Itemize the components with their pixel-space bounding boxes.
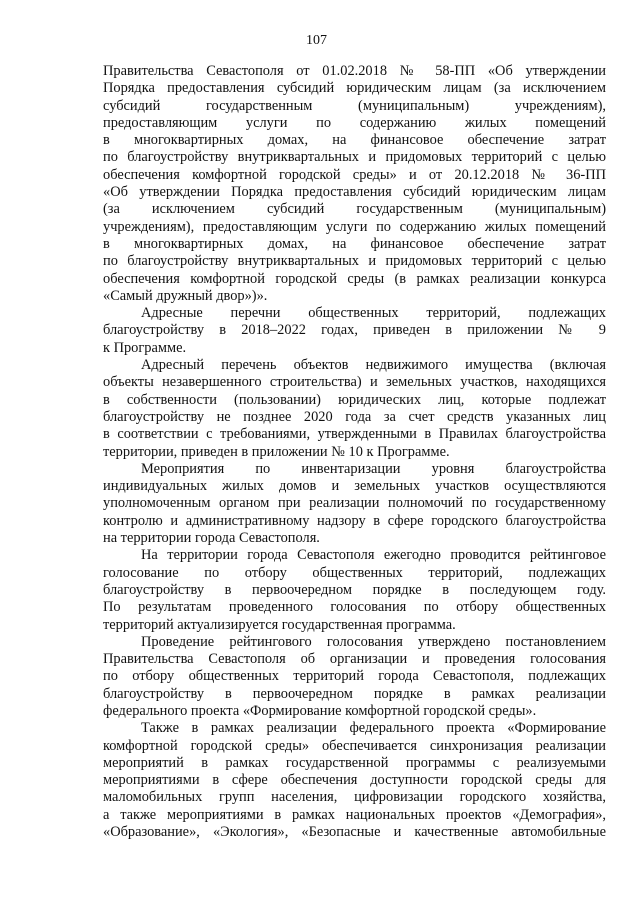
text-line: благоустройству в 2018–2022 годах, приведен в приложении № 9	[103, 322, 606, 339]
text-line: благоустройству в первоочередном порядке в последующем году.	[103, 581, 606, 598]
text-line: По результатам проведенного голосования по отбору общественных	[103, 599, 606, 616]
text-line: индивидуальных жилых домов и земельных участков осуществляются	[103, 478, 606, 495]
text-line: мероприятий в рамках государственной программы с реализуемыми	[103, 754, 606, 771]
text-line: обеспечения комфортной городской среды (в рамках реализации конкурса	[103, 270, 606, 287]
text-line: Адресные перечни общественных территорий, подлежащих	[141, 305, 606, 322]
text-line: Мероприятия по инвентаризации уровня благоустройства	[141, 460, 606, 477]
text-line: Правительства Севастополя об организации и проведения голосования	[103, 651, 606, 668]
text-line: территории, приведен в приложении № 10 к Программе.	[103, 443, 450, 460]
text-line: благоустройству в первоочередном порядке в рамках реализации	[103, 685, 606, 702]
text-line: Порядка предоставления субсидий юридическим лицам (за исключением	[103, 80, 606, 97]
text-line: мероприятиями в сфере обеспечения доступности городской среды для	[103, 772, 606, 789]
text-line: Адресный перечень объектов недвижимого имущества (включая	[141, 357, 606, 374]
text-line: субсидий государственным (муниципальным) учреждениям),	[103, 97, 606, 114]
text-line: контролю и административному надзору в сфере городского благоустройства	[103, 512, 606, 529]
text-line: благоустройству не позднее 2020 года за счет средств указанных лиц	[103, 408, 606, 425]
text-line: На территории города Севастополя ежегодно проводится рейтинговое	[141, 547, 606, 564]
text-line: на территории города Севастополя.	[103, 530, 320, 547]
text-line: объекты незавершенного строительства) и земельных участков, находящихся	[103, 374, 606, 391]
text-line: в соответствии с требованиями, утвержденными в Правилах благоустройства	[103, 426, 606, 443]
text-line: уполномоченным органом при реализации полномочий по государственному	[103, 495, 606, 512]
text-line: по отбору общественных территорий города Севастополя, подлежащих	[103, 668, 606, 685]
text-line: в многоквартирных домах, на финансовое обеспечение затрат	[103, 235, 606, 252]
text-line: по благоустройству внутриквартальных и придомовых территорий с целью	[103, 253, 606, 270]
page-number: 107	[306, 33, 327, 48]
text-line: голосование по отбору общественных территорий, подлежащих	[103, 564, 606, 581]
text-line: Проведение рейтингового голосования утверждено постановлением	[141, 633, 606, 650]
text-line: «Образование», «Экология», «Безопасные и качественные автомобильные	[103, 824, 606, 841]
text-line: Также в рамках реализации федерального проекта «Формирование	[141, 720, 606, 737]
text-line: обеспечения комфортной городской среды» и от 20.12.2018 № 36-ПП	[103, 166, 606, 183]
document-body	[103, 63, 606, 841]
text-line: по благоустройству внутриквартальных и придомовых территорий с целью	[103, 149, 606, 166]
text-line: а также мероприятиями в рамках национальных проектов «Демография»,	[103, 806, 606, 823]
text-line: комфортной городской среды» обеспечивается синхронизация реализации	[103, 737, 606, 754]
text-line: маломобильных групп населения, цифровизации городского хозяйства,	[103, 789, 606, 806]
text-line: территорий актуализируется государственная программа.	[103, 616, 456, 633]
text-line: предоставляющим услуги по содержанию жилых помещений	[103, 114, 606, 131]
text-line: «Самый дружный двор»)».	[103, 287, 268, 304]
text-line: «Об утверждении Порядка предоставления субсидий юридическим лицам	[103, 184, 606, 201]
text-line: в многоквартирных домах, на финансовое обеспечение затрат	[103, 132, 606, 149]
text-line: учреждениям), предоставляющим услуги по содержанию жилых помещений	[103, 218, 606, 235]
text-line: в собственности (пользовании) юридических лиц, которые подлежат	[103, 391, 606, 408]
text-line: федерального проекта «Формирование комфортной городской среды».	[103, 702, 537, 719]
text-line: (за исключением субсидий государственным (муниципальным)	[103, 201, 606, 218]
text-line: Правительства Севастополя от 01.02.2018 № 58-ПП «Об утверждении	[103, 63, 606, 79]
text-line: к Программе.	[103, 339, 187, 356]
